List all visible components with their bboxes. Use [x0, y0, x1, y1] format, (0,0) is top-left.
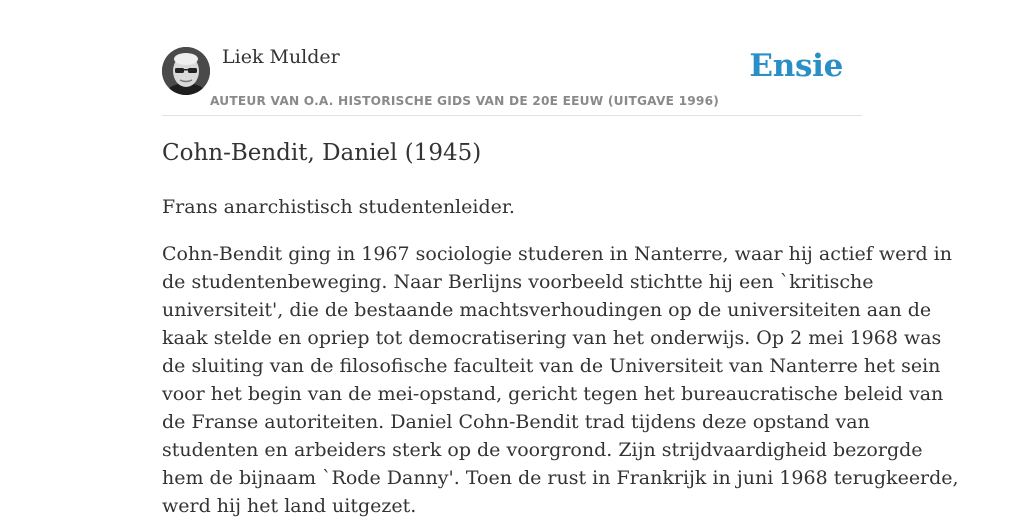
author-header — [162, 0, 862, 116]
author-name[interactable]: Liek Mulder — [222, 46, 340, 68]
article-body-line: de Franse autoriteiten. Daniel Cohn-Bendit trad tijdens deze opstand van — [162, 411, 870, 433]
article-body-line: kaak stelde en opriep tot democratisering van het onderwijs. Op 2 mei 1968 was — [162, 327, 942, 349]
avatar-portrait-icon — [162, 47, 210, 95]
article-page — [162, 0, 959, 517]
article-body-line: de studentenbeweging. Naar Berlijns voorbeeld stichtte hij een `kritische — [162, 271, 874, 293]
ensie-logo-link[interactable]: Ensie — [749, 48, 843, 84]
author-avatar[interactable] — [162, 47, 210, 95]
article-body-line: universiteit', die de bestaande machtsverhoudingen op de universiteiten aan de — [162, 299, 932, 321]
article-title: Cohn-Bendit, Daniel (1945) — [162, 140, 482, 166]
article-body-line: voor het begin van de mei-opstand, gericht tegen het bureaucratische beleid van — [162, 383, 944, 405]
author-subtitle: AUTEUR VAN O.A. HISTORISCHE GIDS VAN DE 20E EEUW (UITGAVE 1996) — [210, 94, 720, 108]
article-body-line: werd hij het land uitgezet. — [162, 495, 417, 517]
article-body-line: hem de bijnaam `Rode Danny'. Toen de rust in Frankrijk in juni 1968 terugkeerde, — [162, 467, 959, 489]
article-body — [162, 240, 959, 520]
article-body-line: de sluiting van de filosofische faculteit van de Universiteit van Nanterre het sein — [162, 355, 941, 377]
article-body-line: Cohn-Bendit ging in 1967 sociologie studeren in Nanterre, waar hij actief werd in — [162, 243, 952, 265]
article-intro: Frans anarchistisch studentenleider. — [162, 196, 515, 218]
article-body-line: studenten en arbeiders sterk op de voorgrond. Zijn strijdvaardigheid bezorgde — [162, 439, 923, 461]
